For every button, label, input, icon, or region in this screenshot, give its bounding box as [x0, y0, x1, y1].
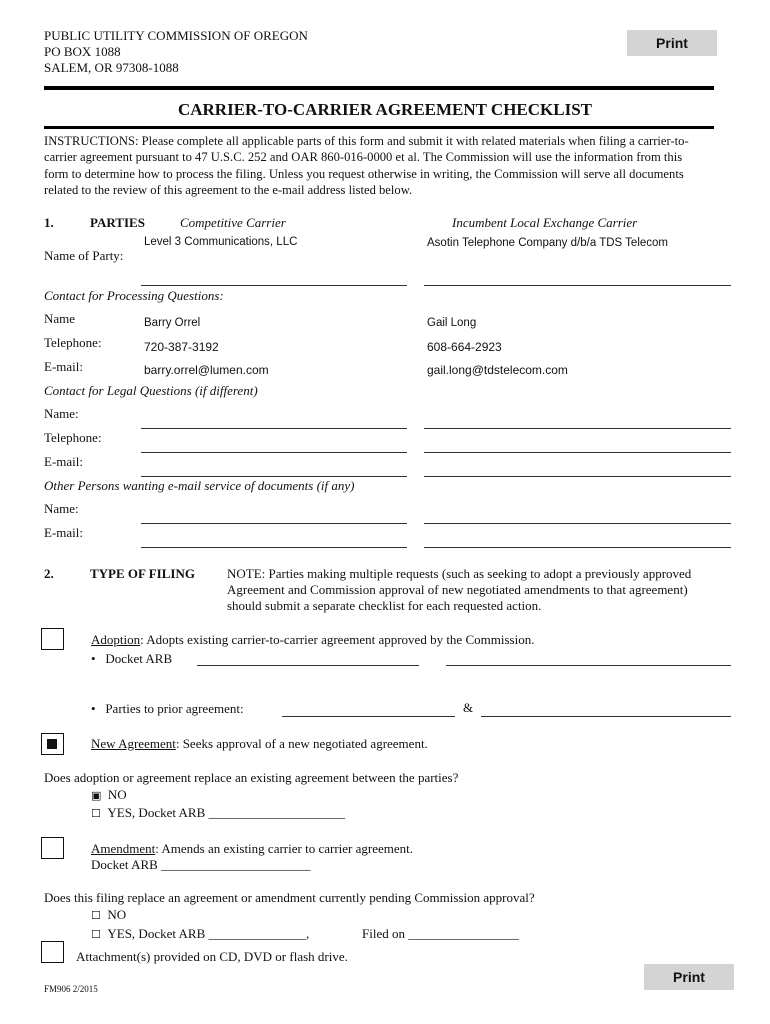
legal-name-label: Name: [44, 406, 79, 421]
competitive-party-name[interactable]: Level 3 Communications, LLC [144, 236, 298, 248]
adoption-label: Adoption [91, 632, 141, 647]
incumbent-contact-name[interactable]: Gail Long [427, 317, 477, 329]
competitive-party-name-line [141, 285, 407, 286]
processing-telephone-label: Telephone: [44, 335, 102, 350]
filing-note-line-2: Agreement and Commission approval of new negotiated amendments to that agreement) [227, 582, 688, 597]
print-button-bottom[interactable]: Print [644, 964, 734, 990]
pending-no-label: NO [107, 907, 127, 922]
competitive-contact-telephone[interactable]: 720-387-3192 [144, 340, 219, 354]
pending-no-checkbox[interactable]: ☐ [91, 909, 101, 922]
amendment-label: Amendment [91, 841, 156, 856]
competitive-contact-name[interactable]: Barry Orrel [144, 317, 201, 329]
attachment-checkbox[interactable] [41, 941, 64, 963]
amendment-docket[interactable]: Docket ARB _______________________ [91, 857, 311, 872]
legal-telephone-incumbent-line[interactable] [424, 452, 731, 453]
replace-no-checkbox[interactable]: ▣ [91, 789, 102, 802]
incumbent-carrier-label: Incumbent Local Exchange Carrier [452, 215, 638, 230]
adoption-row [91, 632, 534, 648]
legal-email-competitive-line[interactable] [141, 476, 407, 477]
section-2-number: 2. [44, 566, 54, 581]
checkbox-check-mark [47, 739, 57, 749]
incumbent-party-name-line [424, 285, 731, 286]
legal-email-incumbent-line[interactable] [424, 476, 731, 477]
attachment-label: Attachment(s) provided on CD, DVD or flash drive. [76, 949, 348, 964]
incumbent-contact-email[interactable]: gail.long@tdstelecom.com [427, 363, 568, 377]
replace-question: Does adoption or agreement replace an existing agreement between the parties? [44, 770, 459, 785]
prior-agreement-label: Parties to prior agreement: [105, 701, 244, 716]
adoption-description: : Adopts existing carrier-to-carrier agreement approved by the Commission. [140, 632, 535, 647]
pending-yes-label: YES, Docket ARB _______________, [107, 926, 310, 941]
pending-yes-option[interactable] [91, 926, 309, 942]
legal-email-label: E-mail: [44, 454, 83, 469]
amendment-checkbox[interactable] [41, 837, 64, 859]
filed-on-field[interactable]: Filed on _________________ [362, 926, 519, 941]
replace-no-label: NO [107, 787, 127, 802]
print-button-top[interactable]: Print [627, 30, 717, 56]
replace-yes-label: YES, Docket ARB _____________________ [107, 805, 345, 820]
prior-agreement-bullet: • Parties to prior agreement: [91, 701, 244, 716]
legal-name-incumbent-line[interactable] [424, 428, 731, 429]
legal-telephone-competitive-line[interactable] [141, 452, 407, 453]
pending-no-option[interactable] [91, 907, 126, 923]
title-rule [44, 126, 714, 129]
address-line-2: PO BOX 1088 [44, 44, 121, 59]
legal-name-competitive-line[interactable] [141, 428, 407, 429]
other-email-competitive-line[interactable] [141, 547, 407, 548]
address-line-3: SALEM, OR 97308-1088 [44, 60, 179, 75]
address-line-1: PUBLIC UTILITY COMMISSION OF OREGON [44, 28, 308, 43]
other-name-incumbent-line[interactable] [424, 523, 731, 524]
filing-note [227, 566, 691, 614]
parties-heading: PARTIES [90, 215, 145, 230]
prior-agreement-line-1[interactable] [282, 716, 455, 717]
legal-telephone-label: Telephone: [44, 430, 102, 445]
header-rule [44, 86, 714, 90]
incumbent-party-name[interactable]: Asotin Telephone Company d/b/a TDS Telecom [427, 237, 669, 249]
replace-yes-option[interactable] [91, 805, 345, 821]
amendment-row [91, 841, 413, 857]
replace-yes-checkbox[interactable]: ☐ [91, 807, 101, 820]
competitive-contact-email[interactable]: barry.orrel@lumen.com [144, 363, 269, 377]
pending-question: Does this filing replace an agreement or amendment currently pending Commission approval? [44, 890, 535, 905]
incumbent-contact-telephone[interactable]: 608-664-2923 [427, 340, 502, 354]
competitive-carrier-label: Competitive Carrier [180, 215, 286, 230]
prior-agreement-line-2[interactable] [481, 716, 731, 717]
pending-yes-checkbox[interactable]: ☐ [91, 928, 101, 941]
other-name-competitive-line[interactable] [141, 523, 407, 524]
docket-arb-line-1[interactable] [197, 665, 419, 666]
other-name-label: Name: [44, 501, 79, 516]
replace-no-option[interactable] [91, 787, 127, 803]
instructions-text: INSTRUCTIONS: Please complete all applicable parts of this form and submit it with related materials when filing a carrier-to-carrier agreement pursuant to 47 U.S.C. 252 and OAR 860-016-0000 et al. The Commission will use the information from this form to determine how to process the filing. Unless you request otherwise in writing, the Commission will serve all documents related to the review of this agreement to the e-mail address listed below. [44, 134, 689, 197]
other-email-label: E-mail: [44, 525, 83, 540]
processing-name-label: Name [44, 311, 76, 326]
type-of-filing-heading: TYPE OF FILING [90, 566, 195, 581]
page-title: CARRIER-TO-CARRIER AGREEMENT CHECKLIST [177, 100, 593, 119]
adoption-checkbox[interactable] [41, 628, 64, 650]
other-email-incumbent-line[interactable] [424, 547, 731, 548]
other-persons-heading: Other Persons wanting e-mail service of documents (if any) [44, 478, 355, 493]
legal-contact-heading: Contact for Legal Questions (if different) [44, 383, 258, 398]
new-agreement-row [91, 736, 428, 752]
new-agreement-description: : Seeks approval of a new negotiated agreement. [175, 736, 428, 751]
docket-arb-line-2[interactable] [446, 665, 731, 666]
processing-email-label: E-mail: [44, 359, 83, 374]
docket-arb-bullet: • Docket ARB [91, 651, 173, 666]
section-1-number: 1. [44, 215, 54, 230]
commission-address [44, 28, 308, 76]
filing-note-line-1: NOTE: Parties making multiple requests (such as seeking to adopt a previously approved [227, 566, 692, 581]
filing-note-line-3: should submit a separate checklist for each requested action. [227, 598, 542, 613]
ampersand: & [463, 700, 474, 715]
form-code: FM906 2/2015 [44, 984, 98, 994]
docket-arb-label: Docket ARB [105, 651, 173, 666]
amendment-description: : Amends an existing carrier to carrier agreement. [155, 841, 413, 856]
processing-contact-heading: Contact for Processing Questions: [44, 288, 224, 303]
new-agreement-label: New Agreement [91, 736, 176, 751]
name-of-party-label: Name of Party: [44, 248, 124, 263]
new-agreement-checkbox[interactable] [41, 733, 64, 755]
